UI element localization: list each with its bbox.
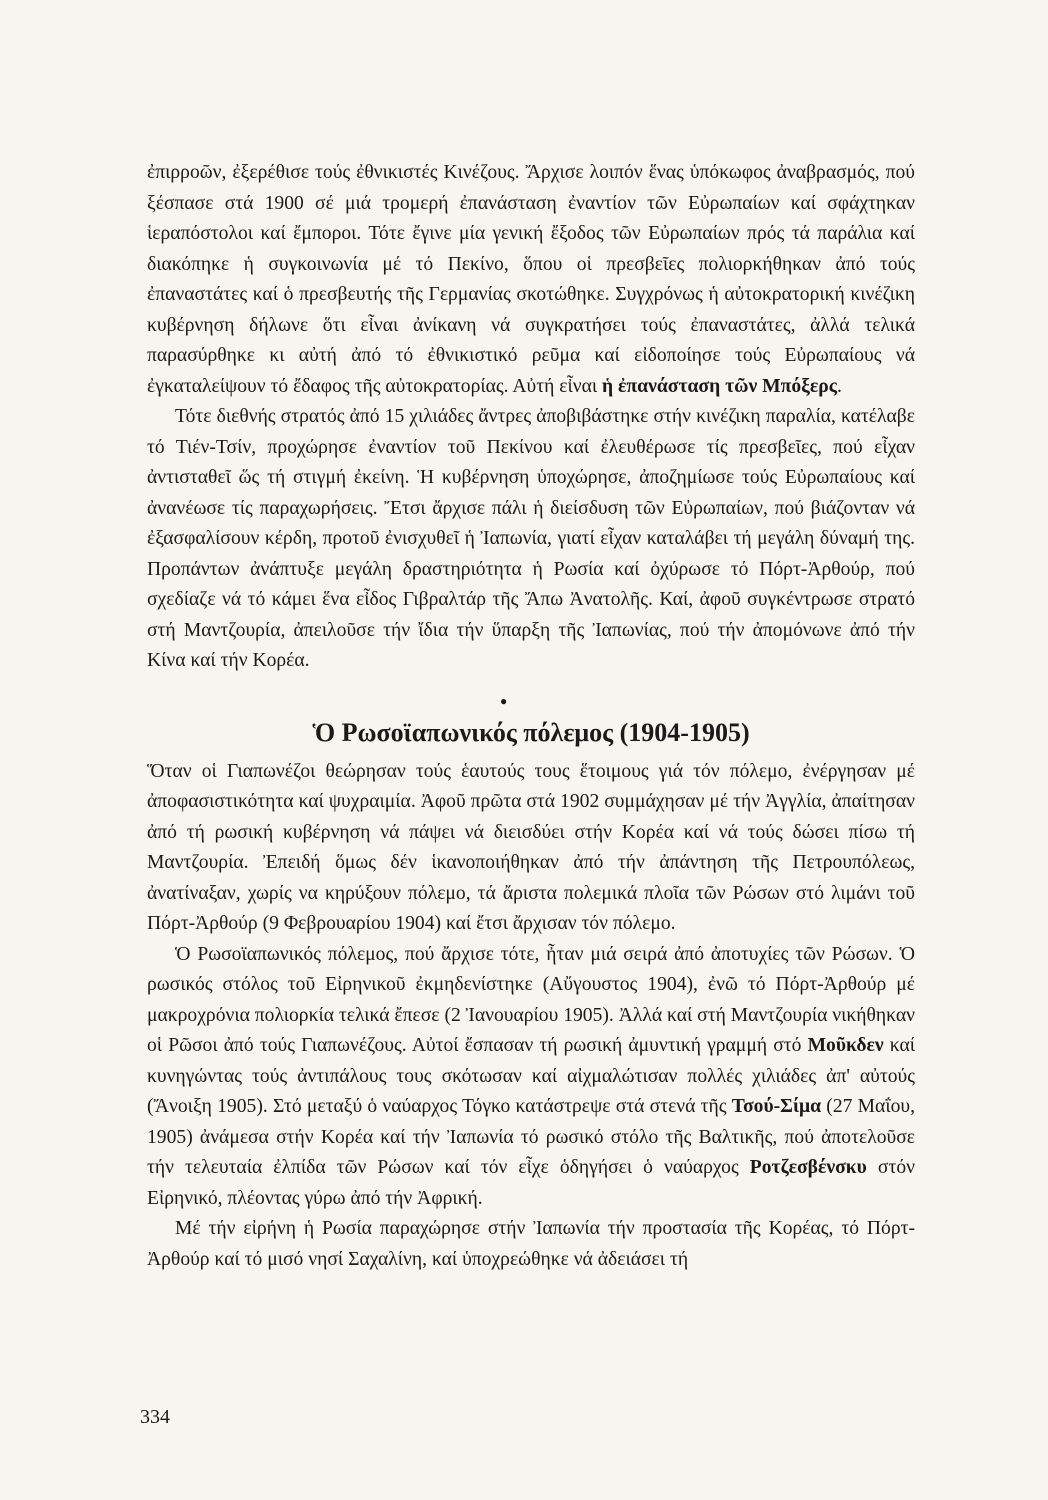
text-segment: ἐπιρροῶν, ἐξερέθισε τούς ἐθνικιστές Κινέζους. Ἄρχισε λοιπόν ἕνας ὑπόκωφος ἀναβρασμός, πού ξέσπασε στά 1900 σέ μιά τρομερή ἐπανάσταση ἐναντίον τῶν Εὐρωπαίων καί σφάχτηκαν ἱεραπόστολοι καί ἔμποροι. Τότε ἔγινε μία γενική ἔξοδος τῶν Εὐρωπαίων πρός τά παράλια καί διακόπηκε ἡ συγκοινωνία μέ τό Πεκίνο, ὅπου οἱ πρεσβεῖες πολιορκήθηκαν ἀπό τούς ἐπαναστάτες καί ὁ πρεσβευτής τῆς Γερμανίας σκοτώθηκε. Συγχρόνως ἡ αὐτοκρατορική κινέζικη κυβέρνηση δήλωνε ὅτι εἶναι ἀνίκανη νά συγκρατήσει τούς ἐπαναστάτες, ἀλλά τελικά παρασύρθηκε κι αὐτή ἀπό τό ἐθνικιστικό ρεῦμα καί εἰδοποίησε τούς Εὐρωπαίους νά ἐγκαταλείψουν τό ἔδαφος τῆς αὐτοκρατορίας. Αὐτή εἶναι (147, 162, 915, 397)
heading-ornament: ● (500, 693, 508, 708)
section-title: Ὁ Ρωσοϊαπωνικός πόλεμος (1904-1905) (312, 717, 750, 747)
paragraph (147, 1214, 915, 1275)
text-segment: καί κυνηγώντας τούς ἀντιπάλους τους σκότωσαν καί αἰχμαλώτισαν πολλές χιλιάδες ἀπ' αὐτούς (Ἄνοιξη 1905). Στό μεταξύ ὁ ναύαρχος Τόγκο κατάστρεψε στά στενά τῆς (147, 1035, 916, 1117)
bold-term: Μοῦκδεν (807, 1035, 884, 1056)
text-segment: Ὁ Ρωσοϊαπωνικός πόλεμος, πού ἄρχισε τότε, ἦταν μιά σειρά ἀπό ἀποτυχίες τῶν Ρώσων. Ὁ ρωσικός στόλος τοῦ Εἰρηνικοῦ ἐκμηδενίστηκε (Αὔγουστος 1904), ἐνῶ τό Πόρτ-Ἀρθούρ μέ μακροχρόνια πολιορκία τελικά ἔπεσε (2 Ἰανουαρίου 1905). Ἀλλά καί στή Μαντζουρία νικήθηκαν οἱ Ρῶσοι ἀπό τούς Γιαπωνέζους. Αὐτοί ἔσπασαν τή ρωσική ἀμυντική γραμμή στό (147, 943, 915, 1056)
text-after-heading (147, 757, 915, 1276)
paragraph (147, 402, 915, 677)
section-heading (147, 693, 915, 749)
paragraph (147, 940, 915, 1215)
text-segment: Μέ τήν εἰρήνη ἡ Ρωσία παραχώρησε στήν Ἰαπωνία τήν προστασία τῆς Κορέας, τό Πόρτ-Ἀρθούρ καί τό μισό νησί Σαχαλίνη, καί ὑποχρεώθηκε νά ἀδειάσει τή (147, 1218, 915, 1270)
text-before-heading (147, 158, 915, 677)
text-segment: στόν Εἰρηνικό, πλέοντας γύρω ἀπό τήν Ἀφρική. (147, 1157, 915, 1209)
text-segment: Τότε διεθνής στρατός ἀπό 15 χιλιάδες ἄντρες ἀποβιβάστηκε στήν κινέζικη παραλία, κατέλαβε τό Τιέν-Τσίν, προχώρησε ἐναντίον τοῦ Πεκίνου καί ἐλευθέρωσε τίς πρεσβεῖες, πού εἶχαν ἀντισταθεῖ ὥς τή στιγμή ἐκείνη. Ἡ κυβέρνηση ὑποχώρησε, ἀποζημίωσε τούς Εὐρωπαίους καί ἀνανέωσε τίς παραχωρήσεις. Ἔτσι ἄρχισε πάλι ἡ διείσδυση τῶν Εὐρωπαίων, πού βιάζονταν νά ἐξασφαλίσουν κέρδη, προτοῦ ἐνισχυθεῖ ἡ Ἰαπωνία, γιατί εἶχαν καταλάβει τή μεγάλη δύναμή της. Προπάντων ἀνάπτυξε μεγάλη δραστηριότητα ἡ Ρωσία καί ὀχύρωσε τό Πόρτ-Ἀρθούρ, πού σχεδίαζε νά τό κάμει ἕνα εἶδος Γιβραλτάρ τῆς Ἄπω Ἀνατολῆς. Καί, ἀφοῦ συγκέντρωσε στρατό στή Μαντζουρία, ἀπειλοῦσε τήν ἴδια τήν ὕπαρξη τῆς Ἰαπωνίας, πού τήν ἀπομόνωνε ἀπό τήν Κίνα καί τήν Κορέα. (147, 406, 915, 671)
text-segment: (27 Μαΐου, 1905) ἀνάμεσα στήν Κορέα καί τήν Ἰαπωνία τό ρωσικό στόλο τῆς Βαλτικῆς, πού ἀποτελοῦσε τήν τελευταία ἐλπίδα τῶν Ρώσων καί τόν εἶχε ὁδηγήσει ὁ ναύαρχος (147, 1096, 915, 1178)
page-number: 334 (140, 1406, 170, 1428)
paragraph (147, 757, 915, 940)
text-segment: . (836, 375, 842, 397)
bold-term: ἡ ἐπανάσταση τῶν Μπόξερς (602, 375, 837, 397)
paragraph (147, 158, 915, 402)
text-segment: Ὅταν οἱ Γιαπωνέζοι θεώρησαν τούς ἑαυτούς τους ἕτοιμους γιά τόν πόλεμο, ἐνέργησαν μέ ἀποφασιστικότητα καί ψυχραιμία. Ἀφοῦ πρῶτα στά 1902 συμμάχησαν μέ τήν Ἀγγλία, ἀπαίτησαν ἀπό τή ρωσική κυβέρνηση νά πάψει νά διεισδύει στήν Κορέα καί νά τούς δώσει πίσω τή Μαντζουρία. Ἐπειδή ὅμως δέν ἱκανοποιήθηκαν ἀπό τήν ἀπάντηση τῆς Πετρουπόλεως, ἀνατίναξαν, χωρίς να κηρύξουν πόλεμο, τά ἄριστα πολεμικά πλοῖα τῶν Ρώσων στό λιμάνι τοῦ Πόρτ-Ἀρθούρ (9 Φεβρουαρίου 1904) καί ἔτσι ἄρχισαν τόν πόλεμο. (147, 760, 915, 934)
bold-term: Ροτζεσβένσκυ (749, 1157, 867, 1178)
bold-term: Τσού-Σίμα (731, 1096, 822, 1117)
page-content (147, 158, 915, 1275)
